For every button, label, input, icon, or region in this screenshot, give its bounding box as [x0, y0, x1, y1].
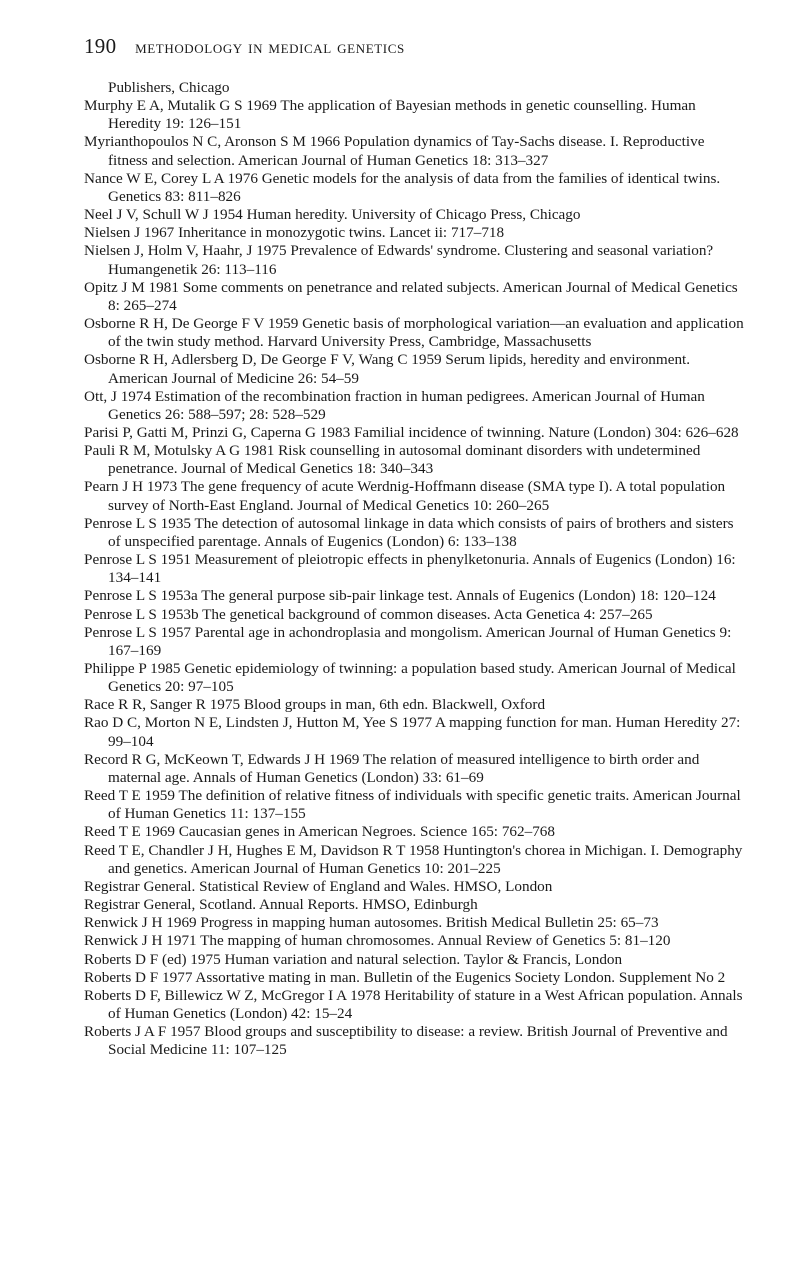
reference-entry: Nielsen J 1967 Inheritance in monozygotic twins. Lancet ii: 717–718	[84, 224, 505, 242]
reference-entry: Publishers, Chicago	[108, 79, 230, 96]
reference-entry: Myrianthopoulos N C, Aronson S M 1966 Population dynamics of Tay-Sachs disease. I. Reproductive fitness and selection. American Journal of Human Genetics 18: 313–327	[84, 133, 705, 169]
reference-entry: Neel J V, Schull W J 1954 Human heredity. University of Chicago Press, Chicago	[84, 206, 581, 224]
reference-entry: Rao D C, Morton N E, Lindsten J, Hutton M, Yee S 1977 A mapping function for man. Human Heredity 27: 99–104	[84, 714, 741, 750]
reference-entry: Record R G, McKeown T, Edwards J H 1969 The relation of measured intelligence to birth order and maternal age. Annals of Human Genetics (London) 33: 61–69	[84, 750, 700, 786]
reference-entry: Penrose L S 1935 The detection of autosomal linkage in data which consists of pairs of brothers and sisters of unspecified parentage. Annals of Eugenics (London) 6: 133–138	[84, 514, 734, 550]
reference-entry: Murphy E A, Mutalik G S 1969 The application of Bayesian methods in genetic counselling. Human Heredity 19: 126–151	[84, 97, 696, 133]
running-title: methodology in medical genetics	[135, 37, 405, 58]
reference-entry: Roberts D F, Billewicz W Z, McGregor I A 1978 Heritability of stature in a West African population. Annals of Human Genetics (London) 42: 15–24	[84, 986, 743, 1022]
running-head	[84, 34, 405, 59]
reference-entry: Penrose L S 1953a The general purpose sib-pair linkage test. Annals of Eugenics (London) 18: 120–124	[84, 587, 716, 605]
reference-entry: Penrose L S 1957 Parental age in achondroplasia and mongolism. American Journal of Human Genetics 9: 167–169	[84, 623, 732, 659]
reference-entry: Ott, J 1974 Estimation of the recombination fraction in human pedigrees. American Journal of Human Genetics 26: 588–597; 28: 528–529	[84, 387, 705, 423]
reference-entry: Reed T E 1969 Caucasian genes in American Negroes. Science 165: 762–768	[84, 823, 555, 841]
reference-entry: Registrar General. Statistical Review of England and Wales. HMSO, London	[84, 877, 553, 895]
reference-list	[84, 79, 744, 1059]
reference-entry: Nielsen J, Holm V, Haahr, J 1975 Prevalence of Edwards' syndrome. Clustering and seasonal variation? Humangenetik 26: 113–116	[84, 242, 714, 278]
reference-entry: Penrose L S 1951 Measurement of pleiotropic effects in phenylketonuria. Annals of Eugenics (London) 16: 134–141	[84, 551, 736, 587]
reference-entry: Reed T E 1959 The definition of relative fitness of individuals with specific genetic traits. American Journal of Human Genetics 11: 137–155	[84, 787, 741, 823]
reference-entry: Renwick J H 1969 Progress in mapping human autosomes. British Medical Bulletin 25: 65–73	[84, 914, 659, 932]
reference-entry: Race R R, Sanger R 1975 Blood groups in man, 6th edn. Blackwell, Oxford	[84, 696, 546, 714]
reference-entry: Roberts D F 1977 Assortative mating in man. Bulletin of the Eugenics Society London. Supplement No 2	[84, 968, 726, 986]
reference-entry: Reed T E, Chandler J H, Hughes E M, Davidson R T 1958 Huntington's chorea in Michigan. I. Demography and genetics. American Journal of Human Genetics 10: 201–225	[84, 841, 743, 877]
reference-entry: Osborne R H, De George F V 1959 Genetic basis of morphological variation—an evaluation and application of the twin study method. Harvard University Press, Cambridge, Massachusetts	[84, 315, 744, 351]
reference-entry: Parisi P, Gatti M, Prinzi G, Caperna G 1983 Familial incidence of twinning. Nature (London) 304: 626–628	[84, 423, 739, 441]
reference-entry: Registrar General, Scotland. Annual Reports. HMSO, Edinburgh	[84, 896, 478, 914]
reference-entry: Roberts D F (ed) 1975 Human variation and natural selection. Taylor & Francis, London	[84, 950, 623, 968]
reference-entry: Nance W E, Corey L A 1976 Genetic models for the analysis of data from the families of identical twins. Genetics 83: 811–826	[84, 169, 721, 205]
reference-entry: Renwick J H 1971 The mapping of human chromosomes. Annual Review of Genetics 5: 81–120	[84, 932, 671, 950]
reference-entry: Opitz J M 1981 Some comments on penetrance and related subjects. American Journal of Medical Genetics 8: 265–274	[84, 278, 738, 314]
page-number: 190	[84, 34, 117, 58]
reference-entry: Roberts J A F 1957 Blood groups and susceptibility to disease: a review. British Journal of Preventive and Social Medicine 11: 107–125	[84, 1023, 728, 1059]
reference-entry: Pearn J H 1973 The gene frequency of acute Werdnig-Hoffmann disease (SMA type I). A total population survey of North-East England. Journal of Medical Genetics 10: 260–265	[84, 478, 726, 514]
reference-entry: Penrose L S 1953b The genetical background of common diseases. Acta Genetica 4: 257–265	[84, 605, 653, 623]
reference-entry: Osborne R H, Adlersberg D, De George F V, Wang C 1959 Serum lipids, heredity and environment. American Journal of Medicine 26: 54–59	[84, 351, 691, 387]
reference-entry: Philippe P 1985 Genetic epidemiology of twinning: a population based study. American Journal of Medical Genetics 20: 97–105	[84, 660, 736, 696]
reference-entry: Pauli R M, Motulsky A G 1981 Risk counselling in autosomal dominant disorders with undetermined penetrance. Journal of Medical Genetics 18: 340–343	[84, 442, 701, 478]
